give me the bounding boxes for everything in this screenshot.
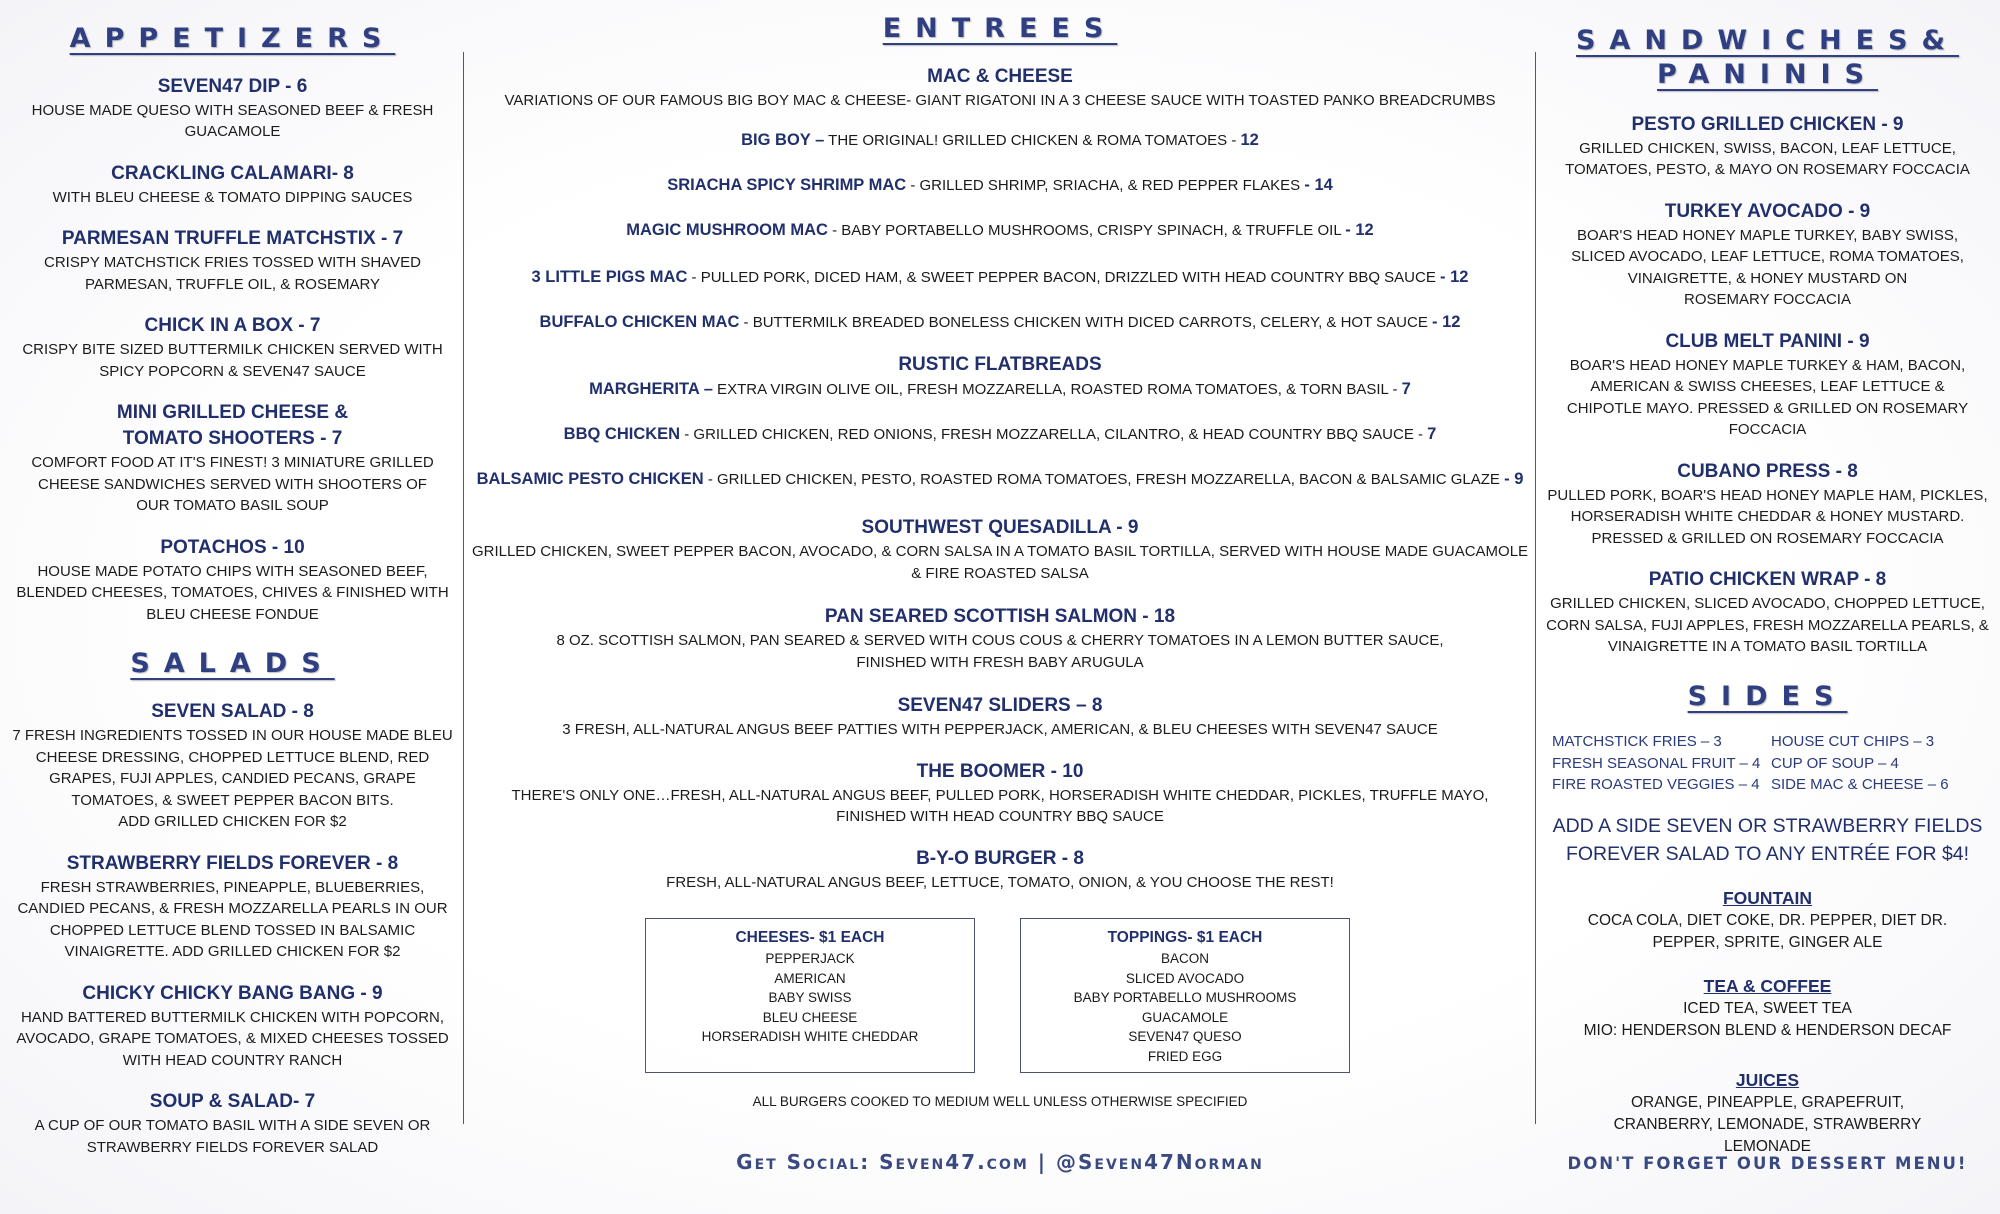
item-name: TOMATO SHOOTERS - 7 xyxy=(122,428,343,450)
sandwiches-title: PANINIS xyxy=(1657,58,1878,90)
sides-title: SIDES xyxy=(1687,680,1848,712)
item-price: - 12 xyxy=(1432,313,1461,332)
menu-item xyxy=(470,423,1530,446)
menu-item xyxy=(470,759,1530,828)
side-item: HOUSE CUT CHIPS – 3 xyxy=(1771,733,1935,751)
menu-item xyxy=(470,846,1530,894)
topping-option: BACON xyxy=(1160,951,1209,966)
menu-item xyxy=(10,699,455,833)
menu-item xyxy=(470,378,1530,401)
toppings-title: TOPPINGS- $1 EACH xyxy=(1107,929,1263,946)
fountain-desc: COCA COLA, DIET COKE, DR. PEPPER, DIET DR. PEPPER, SPRITE, GINGER ALE xyxy=(1587,911,1948,951)
item-name: PATIO CHICKEN WRAP - 8 xyxy=(1648,569,1887,590)
cheese-option: BLEU CHEESE xyxy=(762,1009,858,1025)
item-desc: - BABY PORTABELLO MUSHROOMS, CRISPY SPINACH, & TRUFFLE OIL xyxy=(827,222,1346,240)
side-item: SIDE MAC & CHEESE – 6 xyxy=(1771,776,1949,794)
topping-option: SLICED AVOCADO xyxy=(1125,970,1245,986)
item-price: 12 xyxy=(1240,131,1259,150)
social-footer: Get Social: Seven47.com | @Seven47Norman xyxy=(736,1150,1264,1174)
item-name: CLUB MELT PANINI - 9 xyxy=(1665,330,1870,352)
item-extra: ADD GRILLED CHICKEN FOR $2 xyxy=(118,813,347,830)
item-name: 3 LITTLE PIGS MAC xyxy=(531,268,688,287)
item-desc: - GRILLED CHICKEN, PESTO, ROASTED ROMA TOMATOES, FRESH MOZZARELLA, BACON & BALSAMIC GLAZE xyxy=(703,471,1505,489)
item-desc: & FIRE ROASTED SALSA xyxy=(911,564,1089,582)
menu-item xyxy=(10,981,455,1072)
menu-item xyxy=(1545,567,1990,658)
item-price: - 14 xyxy=(1304,176,1333,195)
tea-desc: ICED TEA, SWEET TEA xyxy=(1683,999,1852,1017)
middle-column xyxy=(470,0,1530,1174)
item-price: 7 xyxy=(1427,425,1437,444)
item-name: CUBANO PRESS - 8 xyxy=(1677,460,1858,482)
item-name: CHICK IN A BOX - 7 xyxy=(144,315,321,337)
item-name: SOUTHWEST QUESADILLA - 9 xyxy=(861,517,1139,539)
item-desc: GRILLED CHICKEN, SWEET PEPPER BACON, AVOCADO, & CORN SALSA IN A TOMATO BASIL TORTILLA, SERVED WITH HOUSE MADE GUACAMOLE xyxy=(471,543,1529,561)
mac-heading: MAC & CHEESE xyxy=(927,65,1073,87)
item-desc: WITH BLEU CHEESE & TOMATO DIPPING SAUCES xyxy=(52,188,413,206)
menu-item xyxy=(470,311,1530,334)
item-name: B-Y-O BURGER - 8 xyxy=(916,847,1084,869)
item-name: SEVEN SALAD - 8 xyxy=(151,701,314,722)
item-name: SEVEN47 SLIDERS – 8 xyxy=(897,695,1103,717)
left-divider xyxy=(463,52,464,1124)
item-name: MARGHERITA – xyxy=(589,380,713,399)
salads-title: SALADS xyxy=(130,648,335,680)
side-item: FRESH SEASONAL FRUIT – 4 xyxy=(1552,754,1761,772)
menu-item xyxy=(10,313,455,382)
item-name: CHICKY CHICKY BANG BANG - 9 xyxy=(82,982,383,1004)
item-name: CRACKLING CALAMARI- 8 xyxy=(111,162,354,184)
item-desc: CRISPY BITE SIZED BUTTERMILK CHICKEN SERVED WITH SPICY POPCORN & SEVEN47 SAUCE xyxy=(22,341,443,380)
dessert-note: DON'T FORGET OUR DESSERT MENU! xyxy=(1567,1154,1968,1173)
item-name: SOUP & SALAD- 7 xyxy=(149,1091,316,1112)
item-desc: 7 FRESH INGREDIENTS TOSSED IN OUR HOUSE MADE BLEU CHEESE DRESSING, CHOPPED LETTUCE BLEND, RED GRAPES, FUJI APPLES, CANDIED PECANS, GRAPE TOMATOES, & SWEET PEPPER BACON BITS. xyxy=(12,727,453,809)
item-desc: COMFORT FOOD AT IT'S FINEST! 3 MINIATURE GRILLED CHEESE SANDWICHES SERVED WITH SHOOTERS OF OUR TOMATO BASIL SOUP xyxy=(31,454,434,515)
mac-intro: VARIATIONS OF OUR FAMOUS BIG BOY MAC & CHEESE- GIANT RIGATONI IN A 3 CHEESE SAUCE WITH TOASTED PANKO BREADCRUMBS xyxy=(504,91,1496,109)
side-item: MATCHSTICK FRIES – 3 xyxy=(1552,733,1722,751)
menu-item xyxy=(470,219,1530,242)
item-name: TURKEY AVOCADO - 9 xyxy=(1664,200,1871,222)
item-desc: 8 OZ. SCOTTISH SALMON, PAN SEARED & SERVED WITH COUS COUS & CHERRY TOMATOES IN A LEMON BUTTER SAUCE, xyxy=(556,632,1444,650)
item-desc: BOAR'S HEAD HONEY MAPLE TURKEY, BABY SWISS, SLICED AVOCADO, LEAF LETTUCE, ROMA TOMATOES, VINAIGRETTE, & HONEY MUSTARD ON xyxy=(1571,226,1964,287)
item-desc: GRILLED CHICKEN, SLICED AVOCADO, CHOPPED LETTUCE, CORN SALSA, FUJI APPLES, FRESH MOZZARELLA PEARLS, & VINAIGRETTE IN A TOMATO BASIL TORTILLA xyxy=(1546,595,1989,655)
menu-item xyxy=(470,693,1530,741)
item-desc: A CUP OF OUR TOMATO BASIL WITH A SIDE SEVEN OR STRAWBERRY FIELDS FOREVER SALAD xyxy=(34,1117,431,1156)
cheese-option: BABY SWISS xyxy=(768,990,852,1005)
left-column xyxy=(10,0,455,1176)
menu-item xyxy=(10,535,455,626)
item-desc: EXTRA VIRGIN OLIVE OIL, FRESH MOZZARELLA, ROASTED ROMA TOMATOES, & TORN BASIL - xyxy=(712,381,1402,399)
item-name: BIG BOY – xyxy=(741,131,825,150)
item-desc: - GRILLED CHICKEN, RED ONIONS, FRESH MOZZARELLA, CILANTRO, & HEAD COUNTRY BBQ SAUCE - xyxy=(680,426,1428,444)
cheeses-title: CHEESES- $1 EACH xyxy=(735,929,885,946)
menu-item xyxy=(10,400,455,517)
item-desc: FRESH STRAWBERRIES, PINEAPPLE, BLUEBERRIES, CANDIED PECANS, & FRESH MOZZARELLA PEARLS IN OUR CHOPPED LETTUCE BLEND TOSSED IN BALSAMIC VINAIGRETTE. ADD GRILLED CHICKEN FOR $2 xyxy=(17,878,448,960)
item-desc: GRILLED CHICKEN, SWISS, BACON, LEAF LETTUCE, TOMATOES, PESTO, & MAYO ON ROSEMARY FOCCACIA xyxy=(1565,139,1970,178)
entrees-title: ENTREES xyxy=(882,13,1118,44)
menu-item xyxy=(470,129,1530,152)
tea-coffee-title: TEA & COFFEE xyxy=(1703,975,1832,996)
item-name: MINI GRILLED CHEESE & xyxy=(116,402,349,424)
item-desc: BOAR'S HEAD HONEY MAPLE TURKEY & HAM, BACON, AMERICAN & SWISS CHEESES, LEAF LETTUCE & CHIPOTLE MAYO. PRESSED & GRILLED ON ROSEMARY FOCCACIA xyxy=(1566,356,1969,438)
topping-option: FRIED EGG xyxy=(1147,1048,1223,1064)
sandwiches-title: SANDWICHES& xyxy=(1575,25,1960,56)
juices-desc: ORANGE, PINEAPPLE, GRAPEFRUIT, CRANBERRY, LEMONADE, STRAWBERRY LEMONADE xyxy=(1613,1093,1922,1155)
menu-item xyxy=(470,604,1530,673)
menu-item xyxy=(10,1089,455,1158)
burger-note: ALL BURGERS COOKED TO MEDIUM WELL UNLESS OTHERWISE SPECIFIED xyxy=(752,1094,1248,1109)
item-name: BALSAMIC PESTO CHICKEN xyxy=(476,470,704,489)
cheese-option: HORSERADISH WHITE CHEDDAR xyxy=(701,1029,919,1044)
item-name: SRIACHA SPICY SHRIMP MAC xyxy=(667,176,907,195)
item-desc: FRESH, ALL-NATURAL ANGUS BEEF, LETTUCE, TOMATO, ONION, & YOU CHOOSE THE REST! xyxy=(666,873,1334,891)
add-side-note: FOREVER SALAD TO ANY ENTRÉE FOR $4! xyxy=(1565,842,1970,865)
menu-item xyxy=(1545,199,1990,311)
menu-item xyxy=(470,515,1530,584)
topping-option: GUACAMOLE xyxy=(1141,1009,1229,1025)
item-desc: - BUTTERMILK BREADED BONELESS CHICKEN WITH DICED CARROTS, CELERY, & HOT SAUCE xyxy=(739,314,1433,332)
item-name: PESTO GRILLED CHICKEN - 9 xyxy=(1631,113,1904,135)
side-item: FIRE ROASTED VEGGIES – 4 xyxy=(1552,776,1760,794)
juices-title: JUICES xyxy=(1735,1069,1800,1090)
item-name: THE BOOMER - 10 xyxy=(916,760,1084,782)
item-price: - 12 xyxy=(1345,221,1374,240)
cheese-option: PEPPERJACK xyxy=(765,951,855,966)
cheeses-box xyxy=(645,918,975,1073)
item-name: PARMESAN TRUFFLE MATCHSTIX - 7 xyxy=(61,228,404,250)
item-desc: PULLED PORK, BOAR'S HEAD HONEY MAPLE HAM, PICKLES, HORSERADISH WHITE CHEDDAR & HONEY MUSTARD. PRESSED & GRILLED ON ROSEMARY FOCCACIA xyxy=(1547,486,1988,547)
right-divider xyxy=(1535,52,1536,1124)
right-column xyxy=(1545,0,1990,1173)
item-name: PAN SEARED SCOTTISH SALMON - 18 xyxy=(824,606,1176,628)
menu-item xyxy=(470,468,1530,491)
menu-item xyxy=(10,161,455,209)
item-price: - 9 xyxy=(1504,470,1524,489)
menu-item xyxy=(470,174,1530,197)
add-side-note: ADD A SIDE SEVEN OR STRAWBERRY FIELDS xyxy=(1552,814,1983,837)
item-desc: FINISHED WITH FRESH BABY ARUGULA xyxy=(856,653,1144,671)
item-desc: - PULLED PORK, DICED HAM, & SWEET PEPPER BACON, DRIZZLED WITH HEAD COUNTRY BBQ SAUCE xyxy=(687,269,1441,287)
topping-option: SEVEN47 QUESO xyxy=(1128,1029,1242,1044)
menu-item xyxy=(1545,329,1990,441)
item-name: BUFFALO CHICKEN MAC xyxy=(539,313,740,332)
item-desc: THE ORIGINAL! GRILLED CHICKEN & ROMA TOMATOES - xyxy=(824,132,1241,150)
toppings-box xyxy=(1020,918,1350,1073)
item-desc: FINISHED WITH HEAD COUNTRY BBQ SAUCE xyxy=(836,808,1164,826)
item-desc: THERE'S ONLY ONE…FRESH, ALL-NATURAL ANGUS BEEF, PULLED PORK, HORSERADISH WHITE CHEDDAR, PICKLES, TRUFFLE MAYO, xyxy=(511,786,1489,804)
item-desc: HOUSE MADE QUESO WITH SEASONED BEEF & FRESH GUACAMOLE xyxy=(31,101,434,141)
item-name: BBQ CHICKEN xyxy=(563,425,681,444)
item-name: STRAWBERRY FIELDS FOREVER - 8 xyxy=(66,852,399,874)
item-desc: CRISPY MATCHSTICK FRIES TOSSED WITH SHAVED PARMESAN, TRUFFLE OIL, & ROSEMARY xyxy=(44,254,421,293)
appetizers-title: APPETIZERS xyxy=(69,23,396,54)
menu-item xyxy=(10,226,455,295)
menu-item xyxy=(10,851,455,963)
item-price: - 12 xyxy=(1440,268,1469,287)
item-name: MAGIC MUSHROOM MAC xyxy=(626,221,828,240)
item-desc: HAND BATTERED BUTTERMILK CHICKEN WITH POPCORN, AVOCADO, GRAPE TOMATOES, & MIXED CHEESES TOSSED WITH HEAD COUNTRY RANCH xyxy=(16,1008,449,1069)
menu-item xyxy=(470,266,1530,289)
item-desc: HOUSE MADE POTATO CHIPS WITH SEASONED BEEF, BLENDED CHEESES, TOMATOES, CHIVES & FINISHED WITH BLEU CHEESE FONDUE xyxy=(16,562,449,623)
tea-desc: MIO: HENDERSON BLEND & HENDERSON DECAF xyxy=(1583,1021,1952,1039)
menu-item xyxy=(1545,112,1990,181)
item-desc: - GRILLED SHRIMP, SRIACHA, & RED PEPPER FLAKES xyxy=(906,177,1305,195)
topping-option: BABY PORTABELLO MUSHROOMS xyxy=(1073,990,1297,1005)
menu-item xyxy=(1545,459,1990,550)
cheese-option: AMERICAN xyxy=(774,970,846,986)
item-desc: 3 FRESH, ALL-NATURAL ANGUS BEEF PATTIES WITH PEPPERJACK, AMERICAN, & BLEU CHEESES WITH SEVEN47 SAUCE xyxy=(562,721,1438,739)
menu-item xyxy=(10,74,455,143)
flatbreads-heading: RUSTIC FLATBREADS xyxy=(898,354,1102,376)
fountain-title: FOUNTAIN xyxy=(1722,887,1813,908)
item-price: 7 xyxy=(1401,380,1411,399)
item-name: SEVEN47 DIP - 6 xyxy=(157,75,308,97)
side-item: CUP OF SOUP – 4 xyxy=(1771,754,1899,772)
item-name: POTACHOS - 10 xyxy=(160,536,305,558)
sides-list xyxy=(1545,731,1990,796)
item-extra: ROSEMARY FOCCACIA xyxy=(1684,291,1851,308)
